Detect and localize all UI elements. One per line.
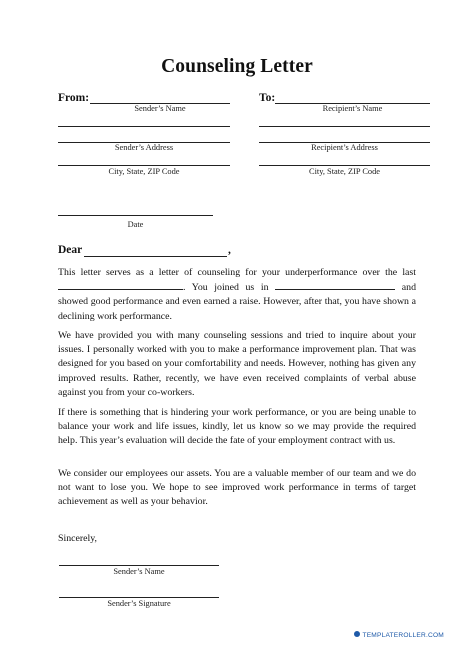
document-title: Counseling Letter xyxy=(161,56,313,77)
signature-name-caption: Sender’s Name xyxy=(113,567,165,576)
dear-comma: , xyxy=(228,244,231,256)
paragraph-1-text-c: and xyxy=(401,282,417,294)
signature-name-line[interactable] xyxy=(59,565,219,566)
date-caption: Date xyxy=(127,220,144,229)
to-label: To: xyxy=(259,92,276,104)
sender-address-caption: Sender’s Address xyxy=(114,143,174,152)
sender-address-line-1[interactable] xyxy=(58,126,230,127)
join-date-blank[interactable] xyxy=(275,280,395,290)
paragraph-4: We consider our employees our assets. You are a valuable member of our team and we do not want to lose you. We hope to see improved work performance in terms of target achievement as well as your behavior. xyxy=(58,468,416,508)
recipient-address-line-1[interactable] xyxy=(259,126,430,127)
sender-city-line[interactable] xyxy=(58,165,230,166)
sender-city-caption: City, State, ZIP Code xyxy=(108,167,180,176)
date-line[interactable] xyxy=(58,215,213,216)
recipient-address-caption: Recipient’s Address xyxy=(311,143,378,152)
paragraph-1-text-a: This letter serves as a letter of counseling for your underperformance over the last xyxy=(58,267,416,278)
paragraph-1-text-b: . You joined us in xyxy=(183,282,269,294)
recipient-salutation-line[interactable] xyxy=(84,256,227,257)
paragraph-1 xyxy=(58,266,416,324)
signature-line[interactable] xyxy=(59,597,219,598)
recipient-city-line[interactable] xyxy=(259,165,430,166)
dear-label: Dear xyxy=(58,244,83,256)
signature-caption: Sender’s Signature xyxy=(107,599,171,608)
performance-period-blank[interactable] xyxy=(58,280,183,290)
closing-text: Sincerely, xyxy=(58,533,97,544)
brand-logo-icon xyxy=(354,631,360,637)
paragraph-3: If there is something that is hindering your work performance, or you are being unable to balance your work and life issues, kindly, let us know so we may provide the required help. This year’s evaluation will decide the fate of your employment contract with us. xyxy=(58,407,416,447)
paragraph-2: We have provided you with many counseling sessions and tried to inquire about your issues. I personally worked with you to make a performance improvement plan. That was designed for you based on your comfortability and needs. However, nothing has given any improved results. Rather, recently, we have even received complaints of verbal abuse against you from your co-workers. xyxy=(58,330,416,398)
footer-text: TEMPLATEROLLER.COM xyxy=(362,632,444,639)
paragraph-1-text-d: showed good performance and even earned a raise. However, after that, you have shown a declining work performance. xyxy=(58,296,416,322)
recipient-city-caption: City, State, ZIP Code xyxy=(308,167,381,176)
recipient-name-caption: Recipient’s Name xyxy=(322,104,383,113)
from-label: From: xyxy=(58,92,90,104)
sender-name-caption: Sender’s Name xyxy=(134,104,186,113)
footer-brand[interactable] xyxy=(354,632,444,639)
